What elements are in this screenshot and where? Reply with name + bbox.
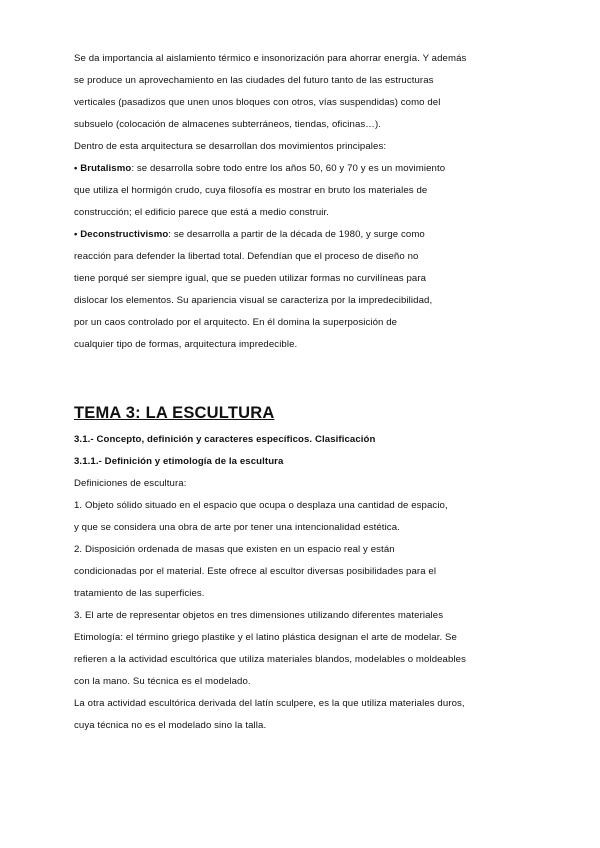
paragraph-line: refieren a la actividad escultórica que utiliza materiales blandos, modelables o moldeables [74, 654, 466, 665]
paragraph-line: La otra actividad escultórica derivada del latín sculpere, es la que utiliza materiales duros, [74, 698, 465, 709]
paragraph-line: subsuelo (colocación de almacenes subterráneos, tiendas, oficinas…). [74, 119, 382, 130]
paragraph-line: dislocar los elementos. Su apariencia visual se caracteriza por la impredecibilidad, [74, 295, 433, 306]
paragraph-line: cualquier tipo de formas, arquitectura impredecible. [74, 339, 298, 350]
bullet-text: : se desarrolla a partir de la década de 1980, y surge como [168, 229, 425, 240]
paragraph-line: Definiciones de escultura: [74, 478, 187, 489]
paragraph-line: 3. El arte de representar objetos en tres dimensiones utilizando diferentes materiales [74, 610, 444, 621]
bullet-text: : se desarrolla sobre todo entre los años 50, 60 y 70 y es un movimiento [131, 163, 446, 174]
paragraph-line: Dentro de esta arquitectura se desarrollan dos movimientos principales: [74, 141, 387, 152]
paragraph-line: cuya técnica no es el modelado sino la talla. [74, 720, 267, 731]
paragraph-line: se produce un aprovechamiento en las ciudades del futuro tanto de las estructuras [74, 75, 434, 86]
paragraph-line: tiene porqué ser siempre igual, que se pueden utilizar formas no curvilíneas para [74, 273, 427, 284]
paragraph-line: con la mano. Su técnica es el modelado. [74, 676, 251, 687]
subsection-heading: 3.1.1.- Definición y etimología de la escultura [74, 456, 284, 467]
paragraph-line: Se da importancia al aislamiento térmico e insonorización para ahorrar energía. Y además [74, 53, 467, 64]
term-deconstructivismo: • Deconstructivismo [74, 229, 169, 240]
paragraph-line: Etimología: el término griego plastike y el latino plástica designan el arte de modelar. Se [74, 632, 457, 643]
paragraph-line: condicionadas por el material. Este ofrece al escultor diversas posibilidades para el [74, 566, 437, 577]
paragraph-line: reacción para defender la libertad total. Defendían que el proceso de diseño no [74, 251, 419, 262]
paragraph-line: y que se considera una obra de arte por tener una intencionalidad estética. [74, 522, 400, 533]
paragraph-line: que utiliza el hormigón crudo, cuya filosofía es mostrar en bruto los materiales de [74, 185, 428, 196]
bullet-brutalismo [74, 163, 445, 175]
paragraph-line: 1. Objeto sólido situado en el espacio que ocupa o desplaza una cantidad de espacio, [74, 500, 448, 511]
paragraph-line: 2. Disposición ordenada de masas que existen en un espacio real y están [74, 544, 395, 555]
paragraph-line: tratamiento de las superficies. [74, 588, 205, 599]
section-heading: 3.1.- Concepto, definición y caracteres específicos. Clasificación [74, 434, 376, 445]
paragraph-line: por un caos controlado por el arquitecto. En él domina la superposición de [74, 317, 398, 328]
paragraph-line: construcción; el edificio parece que está a medio construir. [74, 207, 330, 218]
chapter-title: TEMA 3: LA ESCULTURA [74, 404, 275, 422]
paragraph-line: verticales (pasadizos que unen unos bloques con otros, vías suspendidas) como del [74, 97, 441, 108]
term-brutalismo: • Brutalismo [74, 163, 132, 174]
bullet-deconstructivismo [74, 229, 425, 241]
